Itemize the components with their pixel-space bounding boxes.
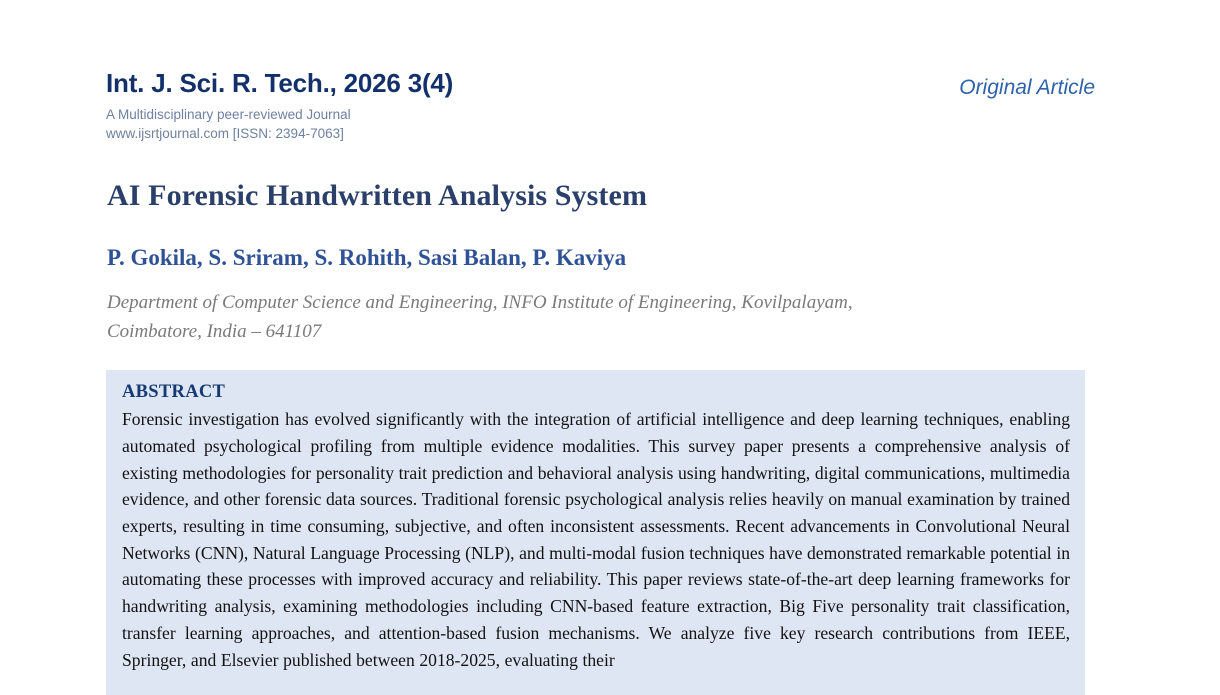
- masthead-left: [106, 68, 453, 144]
- abstract-section: [106, 370, 1085, 695]
- affiliation: [107, 288, 1007, 347]
- journal-title: Int. J. Sci. R. Tech., 2026 3(4): [106, 68, 454, 98]
- journal-tagline: A Multidisciplinary peer-reviewed Journal: [106, 106, 351, 122]
- journal-website-issn[interactable]: www.ijsrtjournal.com [ISSN: 2394-7063]: [106, 126, 344, 142]
- page-title: AI Forensic Handwritten Analysis System: [107, 179, 648, 212]
- affiliation-line-1: Department of Computer Science and Engineering, INFO Institute of Engineering, Kovilpalayam,: [107, 292, 853, 313]
- article-type-label: Original Article: [959, 76, 1095, 99]
- abstract-heading: ABSTRACT: [122, 382, 226, 402]
- abstract-body-text: Forensic investigation has evolved significantly with the integration of artificial intelligence and deep learning techniques, enabling automated psychological profiling from multiple evidence modalities. This survey paper presents a comprehensive analysis of existing methodologies for personality trait prediction and behavioral analysis using handwriting, digital communications, multimedia evidence, and other forensic data sources. Traditional forensic psychological analysis relies heavily on manual examination by trained experts, resulting in time consuming, subjective, and often inconsistent assessments. Recent advancements in Convolutional Neural Networks (CNN), Natural Language Processing (NLP), and multi-modal fusion techniques have demonstrated remarkable potential in automating these processes with improved accuracy and reliability. This paper reviews state-of-the-art deep learning frameworks for handwriting analysis, examining methodologies including CNN-based feature extraction, Big Five personality trait classification, transfer learning approaches, and attention-based fusion mechanisms. We analyze five key research contributions from IEEE, Springer, and Elsevier published between 2018-2025, evaluating their: [122, 409, 1070, 670]
- masthead: [106, 68, 1106, 144]
- affiliation-line-2: Coimbatore, India – 641107: [107, 321, 322, 343]
- author-list: P. Gokila, S. Sriram, S. Rohith, Sasi Balan, P. Kaviya: [107, 245, 627, 270]
